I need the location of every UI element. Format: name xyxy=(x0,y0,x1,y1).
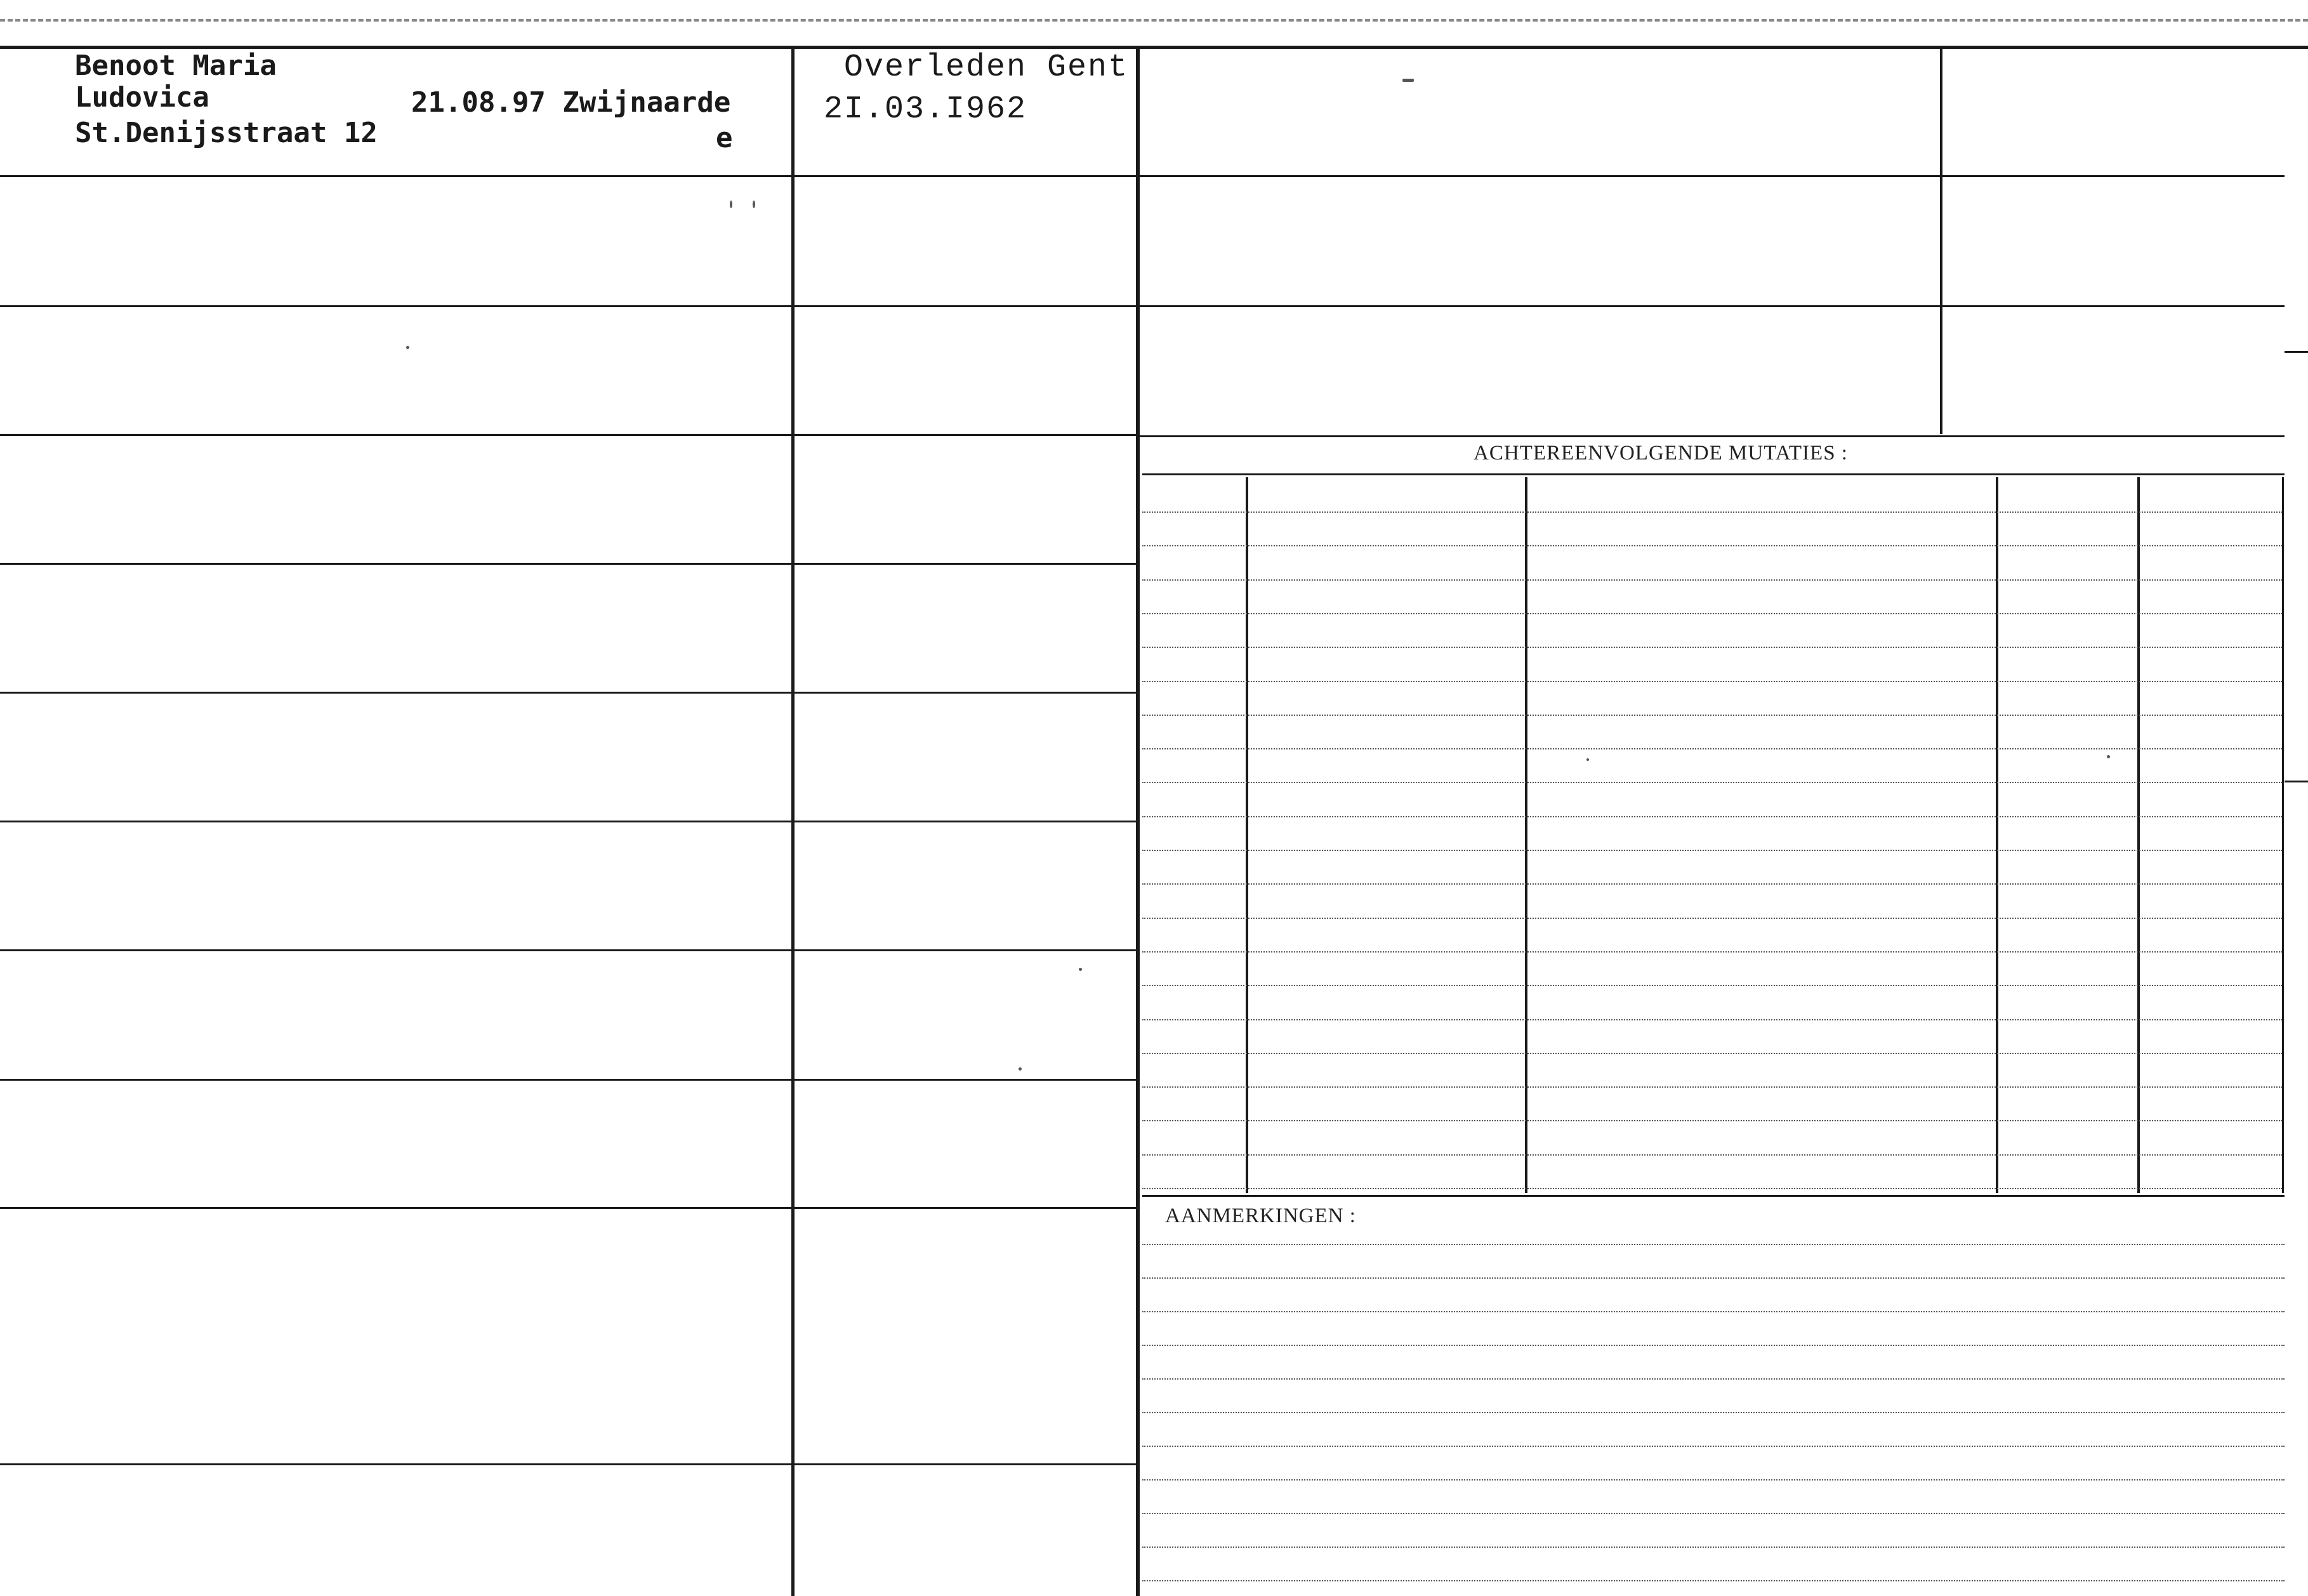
mutation-row-line xyxy=(1142,1120,2282,1121)
scan-speck xyxy=(730,201,732,208)
scan-speck xyxy=(1586,758,1589,761)
mutation-row-line xyxy=(1142,545,2282,546)
mutations-col-4 xyxy=(2137,477,2140,1193)
person-name-line1: Benoot Maria xyxy=(75,49,277,82)
mutations-right-edge xyxy=(2282,477,2284,1193)
remark-row-line xyxy=(1142,1244,2285,1245)
mutations-heading-rule xyxy=(1142,473,2285,475)
mutation-row-line xyxy=(1142,511,2282,513)
mutation-row-line xyxy=(1142,647,2282,648)
mutation-row-line xyxy=(1142,579,2282,581)
mutations-heading: ACHTEREENVOLGENDE MUTATIES : xyxy=(1474,442,1848,465)
left-row-line xyxy=(0,305,1137,307)
mutation-row-line xyxy=(1142,883,2282,885)
typed-mark: e xyxy=(716,122,733,154)
left-row-line xyxy=(0,692,1137,694)
scan-speck xyxy=(2107,755,2110,758)
mutation-row-line xyxy=(1142,918,2282,919)
mutations-col-3 xyxy=(1996,477,1998,1193)
mutation-row-line xyxy=(1142,1154,2282,1156)
mutation-row-line xyxy=(1142,613,2282,614)
right-upper-row-2 xyxy=(1140,305,2285,307)
remark-row-line xyxy=(1142,1479,2285,1481)
right-edge-tick-2 xyxy=(2285,781,2308,782)
remark-row-line xyxy=(1142,1311,2285,1312)
mutation-row-line xyxy=(1142,748,2282,749)
mutations-bottom-rule xyxy=(1142,1195,2285,1197)
remark-row-line xyxy=(1142,1345,2285,1346)
left-row-line xyxy=(0,563,1137,565)
mutation-row-line xyxy=(1142,1086,2282,1088)
top-edge-dashes xyxy=(0,19,2308,22)
mutation-row-line xyxy=(1142,1053,2282,1054)
death-remark-line2: 2I.03.I962 xyxy=(824,91,1027,128)
remark-row-line xyxy=(1142,1277,2285,1279)
top-rule xyxy=(0,46,2308,49)
left-row-line xyxy=(0,175,1137,177)
birth-date-place: 21.08.97 Zwijnaarde xyxy=(411,86,731,119)
right-edge-tick-1 xyxy=(2285,351,2308,353)
person-name-line2: Ludovica xyxy=(75,81,209,114)
right-upper-row-1 xyxy=(1140,175,2285,177)
mutation-row-line xyxy=(1142,985,2282,986)
scan-speck xyxy=(753,201,755,208)
left-row-line xyxy=(0,434,1137,436)
remark-row-line xyxy=(1142,1513,2285,1514)
death-remark-line1: Overleden Gent xyxy=(844,49,1129,86)
remark-row-line xyxy=(1142,1412,2285,1413)
scan-speck xyxy=(1079,968,1082,971)
person-address: St.Denijsstraat 12 xyxy=(75,117,378,149)
remark-row-line xyxy=(1142,1580,2285,1581)
scan-speck xyxy=(1402,79,1414,82)
mutation-row-line xyxy=(1142,782,2282,783)
mutation-row-line xyxy=(1142,951,2282,953)
remarks-heading: AANMERKINGEN : xyxy=(1165,1204,1356,1227)
mutation-row-line xyxy=(1142,681,2282,682)
left-row-line xyxy=(0,1207,1137,1209)
remark-row-line xyxy=(1142,1547,2285,1548)
right-upper-row-3 xyxy=(1140,435,2285,437)
left-row-line xyxy=(0,1079,1137,1081)
mutation-row-line xyxy=(1142,1019,2282,1020)
mutations-col-1 xyxy=(1246,477,1248,1193)
mutation-row-line xyxy=(1142,850,2282,851)
right-upper-divider xyxy=(1940,47,1942,434)
left-row-line xyxy=(0,821,1137,822)
scan-speck xyxy=(1019,1067,1022,1071)
left-row-line xyxy=(0,949,1137,951)
scan-speck xyxy=(406,346,409,349)
remark-row-line xyxy=(1142,1378,2285,1380)
left-row-line xyxy=(0,1463,1137,1465)
mutation-row-line xyxy=(1142,715,2282,716)
mutation-row-line xyxy=(1142,816,2282,817)
mutations-col-2 xyxy=(1525,477,1527,1193)
remark-row-line xyxy=(1142,1446,2285,1447)
mutation-row-line xyxy=(1142,1188,2282,1189)
